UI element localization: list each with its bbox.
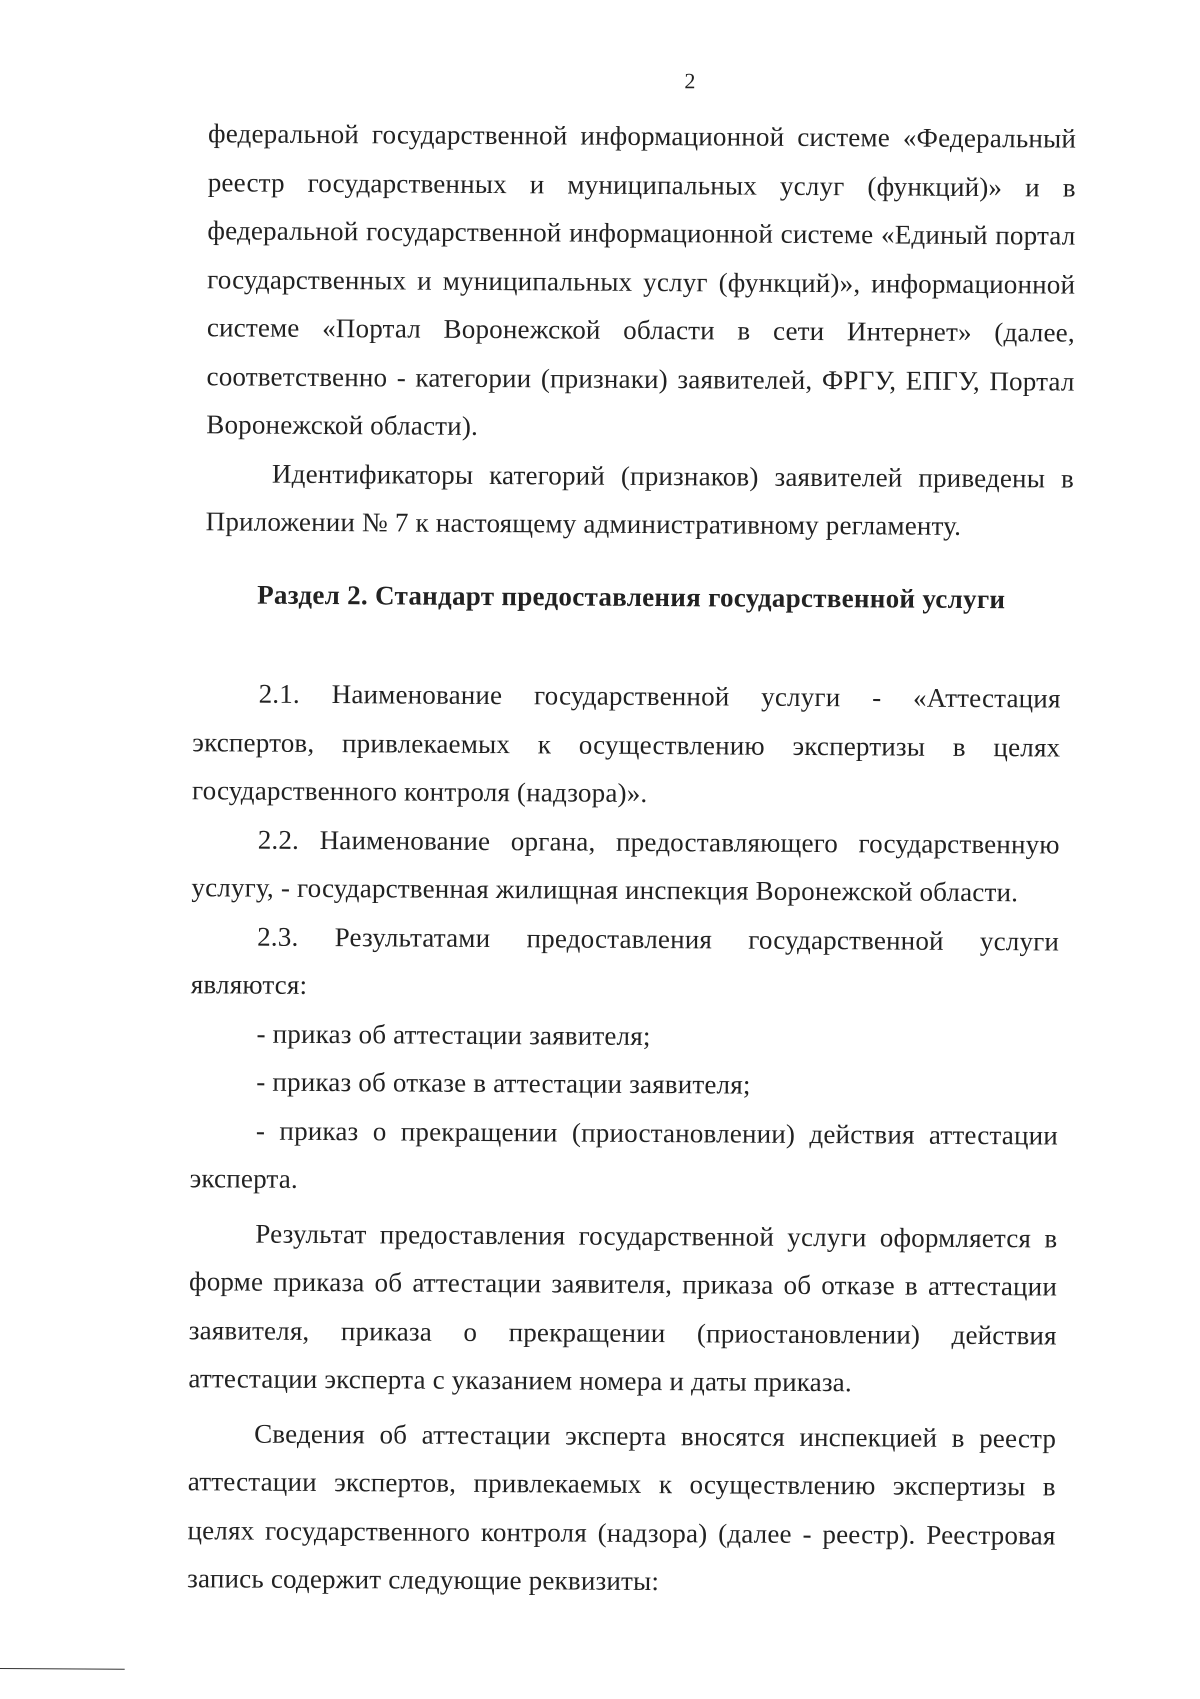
identifiers-paragraph: Идентификаторы категорий (признаков) заявителей приведены в Приложении № 7 к настоящему административному регламенту. [205, 458, 1075, 541]
registry-paragraph: Сведения об аттестации эксперта вносятся инспекцией в реестр аттестации экспертов, привлекаемых к осуществлению экспертизы в целях государственного контроля (надзора) (далее - реестр). Реестровая запись содержит следующие реквизиты: [187, 1418, 1057, 1597]
footnote-divider [0, 1668, 125, 1670]
result-item-2: - приказ об отказе в аттестации заявителя; [256, 1066, 751, 1100]
paragraph-2-1: 2.1. Наименование государственной услуги - «Аттестация экспертов, привлекаемых к осуществлению экспертизы в целях государственного контроля (надзора)». [191, 678, 1061, 808]
section-heading: Раздел 2. Стандарт предоставления государственной услуги [257, 579, 1006, 615]
intro-paragraph: федеральной государственной информационной системе «Федеральный реестр государственных и муниципальных услуг (функций)» и в федеральной государственной информационной системе «Единый портал государственных и муниципальных услуг (функций)», информационной системе «Портал Воронежской области в сети Интернет» (далее, соответственно - категории (признаки) заявителей, ФРГУ, ЕПГУ, Портал Воронежской области). [206, 118, 1077, 441]
paragraph-2-3: 2.3. Результатами предоставления государственной услуги являются: [190, 921, 1060, 1000]
result-item-3: - приказ о прекращении (приостановлении) действия аттестации эксперта. [189, 1115, 1059, 1194]
section-2-body [187, 669, 1061, 1608]
intro-block [206, 109, 1077, 551]
paragraph-2-2: 2.2. Наименование органа, предоставляющего государственную услугу, - государственная жилищная инспекция Воронежской области. [191, 824, 1060, 908]
page-number: 2 [684, 68, 696, 94]
result-form-paragraph: Результат предоставления государственной услуги оформляется в форме приказа об аттестации заявителя, приказа об отказе в аттестации заявителя, приказа о прекращении (приостановлении) действия аттестации эксперта с указанием номера и даты приказа. [188, 1218, 1058, 1398]
result-item-1: - приказ об аттестации заявителя; [256, 1018, 651, 1051]
